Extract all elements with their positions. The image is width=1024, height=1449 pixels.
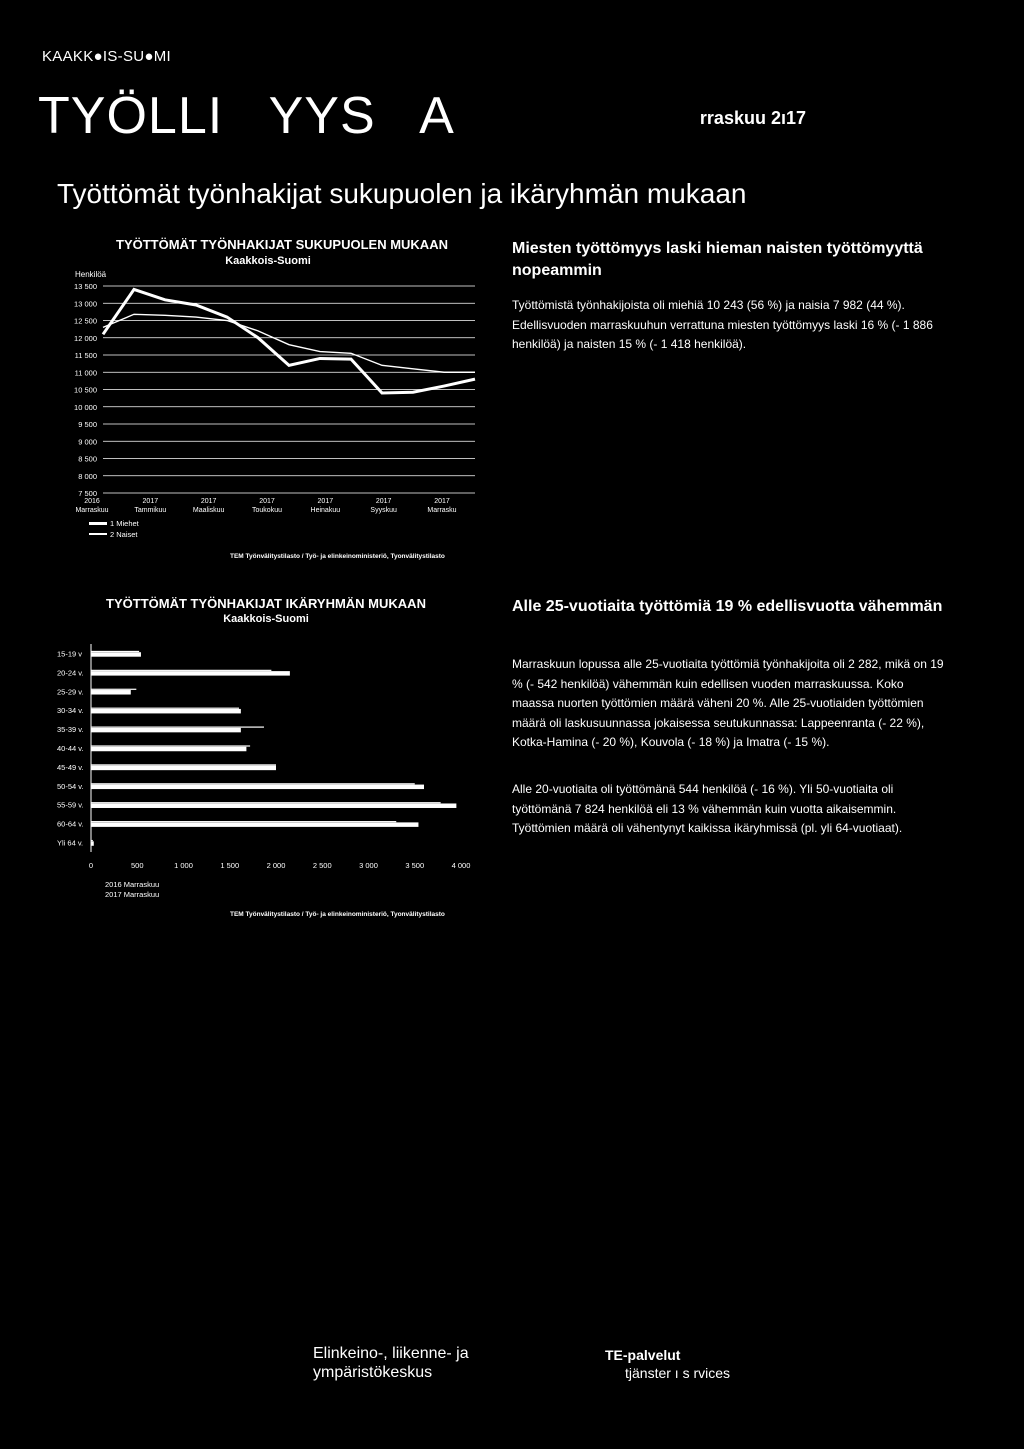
chart2-bar bbox=[91, 671, 290, 676]
chart2-bar bbox=[91, 690, 131, 695]
chart2-source: TEM Työnvälitystilasto / Työ- ja elinkeinoministeriö, Tyonvälitystilasto bbox=[230, 911, 445, 918]
section-title: Työttömät työnhakijat sukupuolen ja ikäryhmän mukaan bbox=[57, 178, 747, 209]
chart1-x-tick-year: 2017 bbox=[200, 498, 217, 505]
chart1-x-tick-year: 2016 bbox=[84, 498, 100, 505]
page-title: TYÖLLI YYS A bbox=[38, 87, 455, 145]
chart1-y-tick: 8 000 bbox=[78, 471, 97, 481]
chart1-x-tick-year: 2017 bbox=[142, 498, 159, 505]
text2-heading: Alle 25-vuotiaita työttömiä 19 % edellisvuotta vähemmän bbox=[512, 598, 943, 615]
chart1-source: TEM Työnvälitystilasto / Työ- ja elinkeinoministeriö, Tyonvälitystilasto bbox=[230, 553, 445, 560]
chart2-bar bbox=[91, 803, 456, 808]
chart2-category-label: 60-64 v. bbox=[57, 819, 84, 829]
chart1-x-tick-month: Toukokuu bbox=[252, 507, 282, 514]
chart1-y-tick: 8 500 bbox=[78, 454, 97, 464]
text1-heading: Miesten työttömyys laski hieman naisten työttömyyttä nopeammin bbox=[512, 240, 923, 279]
chart1-x-tick-year: 2017 bbox=[317, 498, 334, 505]
chart2-bar bbox=[91, 709, 241, 714]
chart1-legend bbox=[89, 519, 140, 539]
chart1-y-axis bbox=[74, 282, 97, 498]
te-palvelut-logo bbox=[605, 1346, 730, 1382]
chart2-bar bbox=[91, 821, 396, 822]
chart2-x-tick: 0 bbox=[88, 861, 94, 870]
chart2-bar bbox=[91, 726, 264, 727]
te-logo-line1: TE-palvelut bbox=[605, 1347, 681, 1363]
chart2-bar bbox=[91, 728, 241, 733]
chart1-y-tick: 10 000 bbox=[74, 402, 97, 412]
chart1-legend-swatch bbox=[89, 522, 107, 525]
chart1-y-tick: 12 500 bbox=[74, 316, 97, 326]
chart2-x-tick: 1 500 bbox=[220, 861, 240, 870]
chart1-series-line bbox=[103, 289, 475, 393]
region-label: KAAKK●IS-SU●MI bbox=[42, 48, 172, 65]
text2-paragraph-2: Alle 20-vuotiaita oli työttömänä 544 henkilöä (- 16 %). Yli 50-vuotiaita oli työttömänä 7 824 henkilöä eli 13 % vähemmän kuin vuotta aikaisemmin. Työttömien määrä oli vähentynyt kaikissa ikäryhmissä (pl. yli 64-vuotiaat). bbox=[512, 782, 903, 835]
chart2-x-tick: 2 000 bbox=[266, 861, 286, 870]
chart1-y-tick: 7 500 bbox=[78, 489, 97, 498]
chart1-y-tick: 9 500 bbox=[78, 420, 97, 429]
chart1-y-tick: 13 000 bbox=[74, 299, 97, 309]
text1-body: Työttömistä työnhakijoista oli miehiä 10 243 (56 %) ja naisia 7 982 (44 %). Edellisvuoden marraskuuhun verrattuna miesten työttömyys laski 16 % (- 1 886 henkilöä) ja naisten 15 % (- 1 418 henkilöä). bbox=[512, 298, 933, 351]
chart2-x-tick: 1 000 bbox=[174, 861, 193, 870]
chart2-x-tick: 4 000 bbox=[451, 861, 471, 870]
chart1-x-tick-month: Marraskuu bbox=[75, 507, 109, 514]
chart1-y-tick: 9 000 bbox=[78, 437, 97, 447]
chart2-bar bbox=[91, 841, 94, 846]
chart1-x-tick-year: 2017 bbox=[434, 498, 450, 505]
chart1-x-axis bbox=[75, 498, 456, 514]
te-logo-line2: tjänster ı s rvices bbox=[625, 1365, 731, 1381]
chart2-bar bbox=[91, 802, 441, 803]
chart2-legend-label: 2016 Marraskuu bbox=[105, 880, 160, 889]
chart2-category-label: 25-29 v. bbox=[57, 687, 84, 697]
ely-logo bbox=[313, 1344, 469, 1382]
chart1-legend-label: 1 Miehet bbox=[110, 519, 139, 528]
chart2-series bbox=[91, 651, 456, 846]
chart2-category-label: 15-19 v bbox=[57, 649, 83, 659]
ely-logo-line2: ympäristökeskus bbox=[313, 1364, 433, 1381]
chart2-legend bbox=[105, 880, 159, 899]
chart2-y-axis bbox=[57, 649, 84, 847]
ely-logo-line1: Elinkeino-, liikenne- ja bbox=[313, 1345, 469, 1362]
chart1-x-tick-month: Maaliskuu bbox=[192, 507, 225, 514]
chart2-bar bbox=[91, 689, 136, 690]
chart2-bar bbox=[91, 766, 276, 771]
chart2-legend-label: 2017 Marraskuu bbox=[105, 890, 160, 899]
chart2-category-label: 40-44 v. bbox=[57, 744, 84, 753]
chart2-bar bbox=[91, 652, 141, 657]
chart2-bar bbox=[91, 745, 250, 746]
chart1-x-tick-year: 2017 bbox=[259, 498, 275, 505]
chart2-category-label: 50-54 v. bbox=[57, 781, 84, 791]
chart1-legend-swatch bbox=[89, 533, 107, 535]
bar-chart-age bbox=[55, 630, 515, 925]
chart2-bar bbox=[91, 708, 239, 709]
chart2-bar bbox=[91, 747, 246, 752]
chart2-x-tick: 3 000 bbox=[359, 861, 378, 870]
chart2-bar bbox=[91, 651, 139, 652]
chart1-x-tick-year: 2017 bbox=[375, 498, 392, 505]
chart1-x-tick-month: Syyskuu bbox=[370, 507, 397, 514]
chart1-y-tick: 13 500 bbox=[74, 282, 97, 291]
chart2-category-label: 35-39 v. bbox=[57, 725, 84, 735]
chart1-y-tick: 12 000 bbox=[74, 333, 97, 343]
chart2-category-label: 55-59 v. bbox=[57, 800, 84, 810]
chart2-category-label: Yli 64 v. bbox=[57, 838, 84, 848]
chart1-series bbox=[103, 289, 475, 393]
chart1-x-tick-month: Marrasku bbox=[427, 507, 457, 514]
chart2-bar bbox=[91, 783, 415, 784]
chart1-y-tick: 10 500 bbox=[74, 385, 97, 395]
text2-paragraph-1: Marraskuun lopussa alle 25-vuotiaita työttömiä työnhakijoita oli 2 282, mikä on 19 % (- 542 henkilöä) vähemmän kuin edellisen vuoden marraskuussa. Koko maassa nuorten työttömien määrä väheni 20 %. Alle 25-vuotiaiden työttömien määrä oli laskusuunnassa jokaisessa seutukunnassa: Lappeenranta (- 22 %), Kotka-Hamina (- 20 %), Kouvola (- 18 %) ja Imatra (- 15 %). bbox=[512, 657, 944, 749]
chart2-subtitle: Kaakkois-Suomi bbox=[223, 613, 309, 625]
chart1-y-tick: 11 500 bbox=[74, 351, 97, 360]
chart2-x-axis bbox=[89, 861, 470, 870]
chart1-y-tick: 11 000 bbox=[74, 368, 97, 378]
chart2-category-label: 45-49 v. bbox=[57, 762, 84, 772]
chart1-y-label: Henkilöä bbox=[75, 270, 107, 279]
chart1-title: TYÖTTÖMÄT TYÖNHAKIJAT SUKUPUOLEN MUKAAN bbox=[116, 237, 448, 252]
chart2-x-tick: 500 bbox=[130, 861, 144, 870]
line-chart-gender bbox=[55, 265, 515, 570]
chart1-x-tick-month: Tammikuu bbox=[134, 507, 167, 514]
month-label: rraskuu 2ı17 bbox=[699, 108, 806, 128]
chart2-bar bbox=[91, 822, 418, 827]
chart2-bar bbox=[91, 764, 276, 765]
chart1-x-tick-month: Heinakuu bbox=[310, 507, 341, 514]
chart2-title: TYÖTTÖMÄT TYÖNHAKIJAT IKÄRYHMÄN MUKAAN bbox=[106, 596, 426, 611]
chart2-x-tick: 3 500 bbox=[405, 861, 425, 870]
chart2-bar bbox=[91, 670, 271, 671]
chart2-category-label: 30-34 v. bbox=[57, 706, 84, 716]
chart2-category-label: 20-24 v. bbox=[57, 668, 84, 678]
chart1-subtitle: Kaakkois-Suomi bbox=[225, 255, 311, 267]
chart2-bar bbox=[91, 840, 93, 841]
chart1-legend-label: 2 Naiset bbox=[110, 530, 138, 539]
chart2-x-tick: 2 500 bbox=[312, 861, 332, 870]
chart2-bar bbox=[91, 785, 424, 790]
